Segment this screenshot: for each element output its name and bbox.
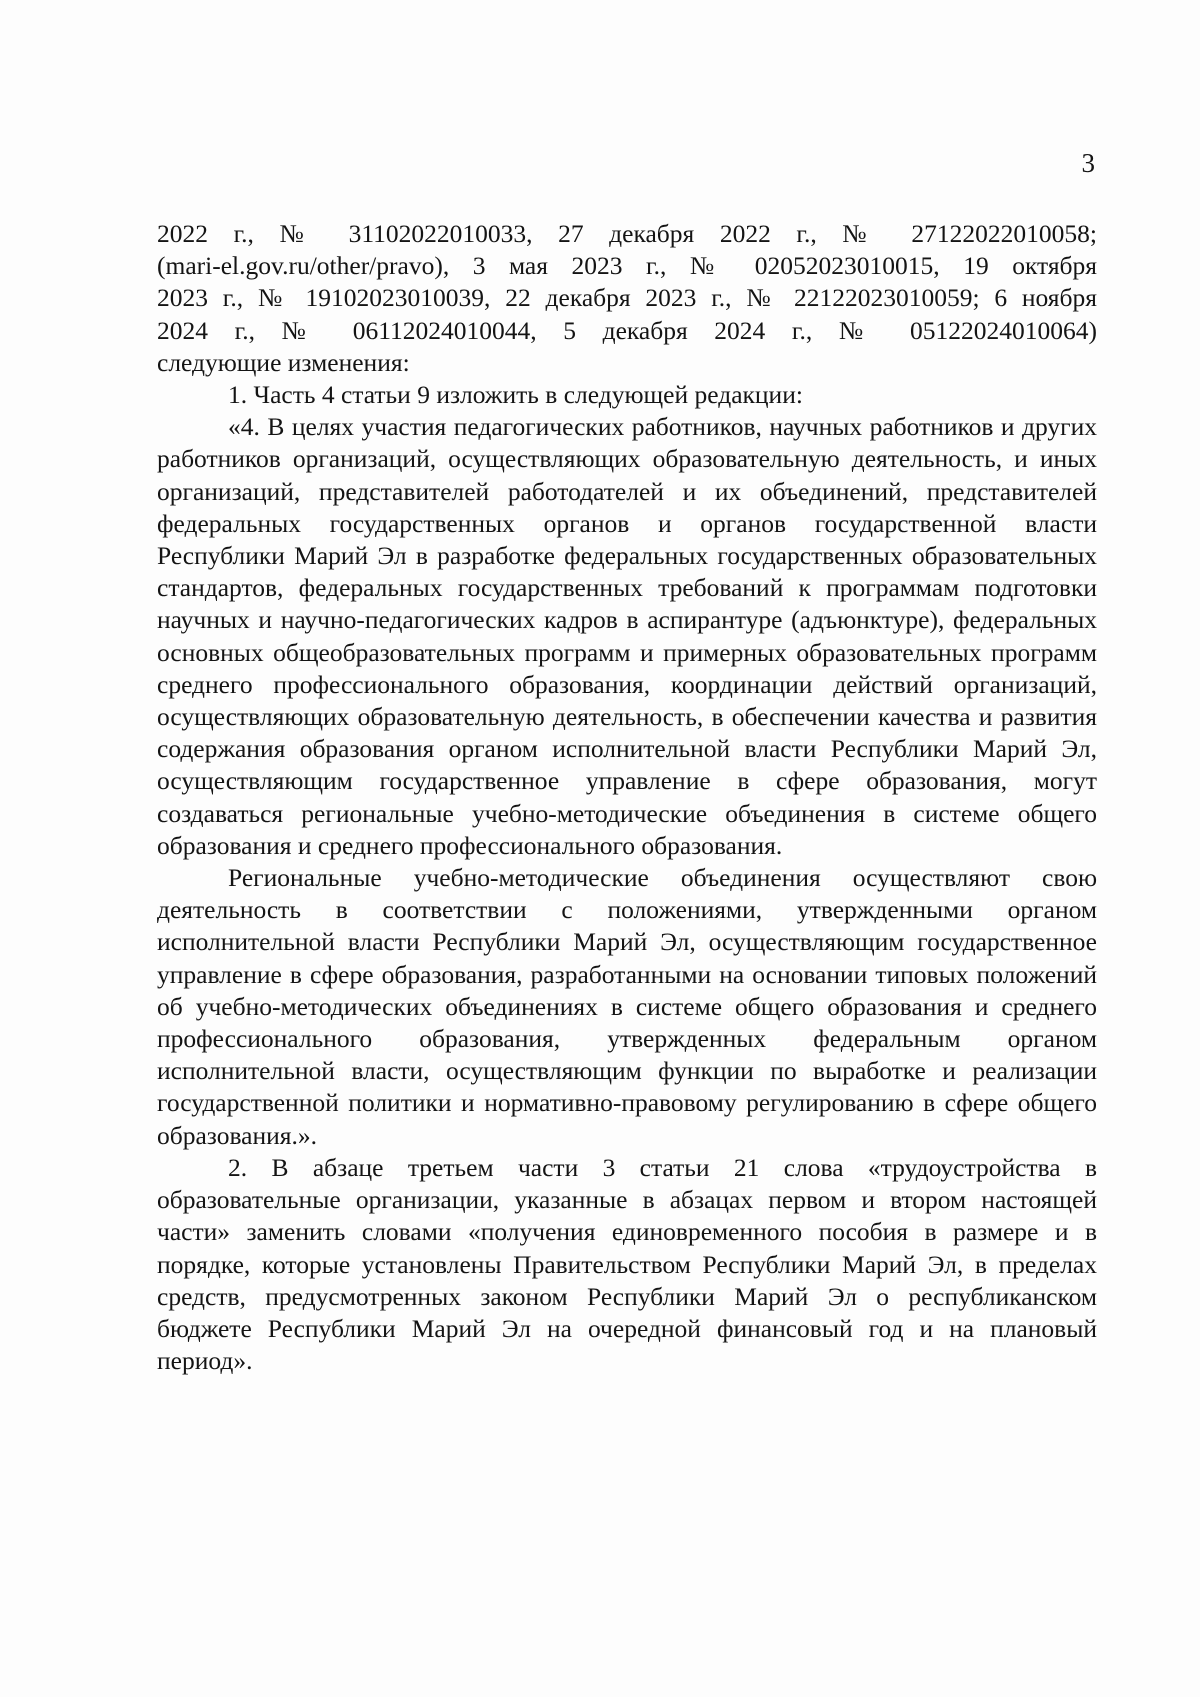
text-line: 2023 г., № 19102023010039, 22 декабря 2023 г., № 22122023010059; 6 ноября — [157, 283, 1097, 313]
document-body — [157, 218, 1097, 1377]
opening-fragment — [157, 218, 1097, 379]
text-line: следующие изменения: — [157, 347, 410, 377]
page-number: 3 — [1081, 148, 1095, 178]
text-line: (mari-el.gov.ru/other/pravo), 3 мая 2023 г., № 02052023010015, 19 октября — [157, 251, 1097, 281]
paragraph-item-2: 2. В абзаце третьем части 3 статьи 21 слова «трудоустройства в образовательные организации, указанные в абзацах первом и втором настоящей части» заменить словами «получения единовременного пособия в размере и в порядке, которые установлены Правительством Республики Марий Эл, в пределах средств, предусмотренных законом Республики Марий Эл о республиканском бюджете Республики Марий Эл на очередной финансовый год и на плановый период». — [157, 1152, 1097, 1376]
paragraph-regional-umo: Региональные учебно-методические объединения осуществляют свою деятельность в соответствии с положениями, утвержденными органом исполнительной власти Республики Марий Эл, осуществляющим государственное управление в сфере образования, разработанными на основании типовых положений об учебно-методических объединениях в системе общего образования и среднего профессионального образования, утвержденных федеральным органом исполнительной власти, осуществляющим функции по выработке и реализации государственной политики и нормативно-правовому регулированию в сфере общего образования.». — [157, 863, 1097, 1150]
paragraph-item-1: 1. Часть 4 статьи 9 изложить в следующей редакции: — [228, 380, 803, 410]
text-line: 2022 г., № 31102022010033, 27 декабря 2022 г., № 27122022010058; — [157, 219, 1097, 248]
text-line: 2024 г., № 06112024010044, 5 декабря 2024 г., № 05122024010064) — [157, 315, 1097, 345]
paragraph-quote-part-4: «4. В целях участия педагогических работников, научных работников и других работников организаций, осуществляющих образовательную деятельность, и иных организаций, представителей работодателей и их объединений, представителей федеральных государственных органов и органов государственной власти Республики Марий Эл в разработке федеральных государственных образовательных стандартов, федеральных государственных требований к программам подготовки научных и научно-педагогических кадров в аспирантуре (адъюнктуре), федеральных основных общеобразовательных программ и примерных образовательных программ среднего профессионального образования, координации действий организаций, осуществляющих образовательную деятельность, в обеспечении качества и развития содержания образования органом исполнительной власти Республики Марий Эл, осуществляющим государственное управление в сфере образования, могут создаваться региональные учебно-методические объединения в системе общего образования и среднего профессионального образования. — [157, 412, 1097, 860]
